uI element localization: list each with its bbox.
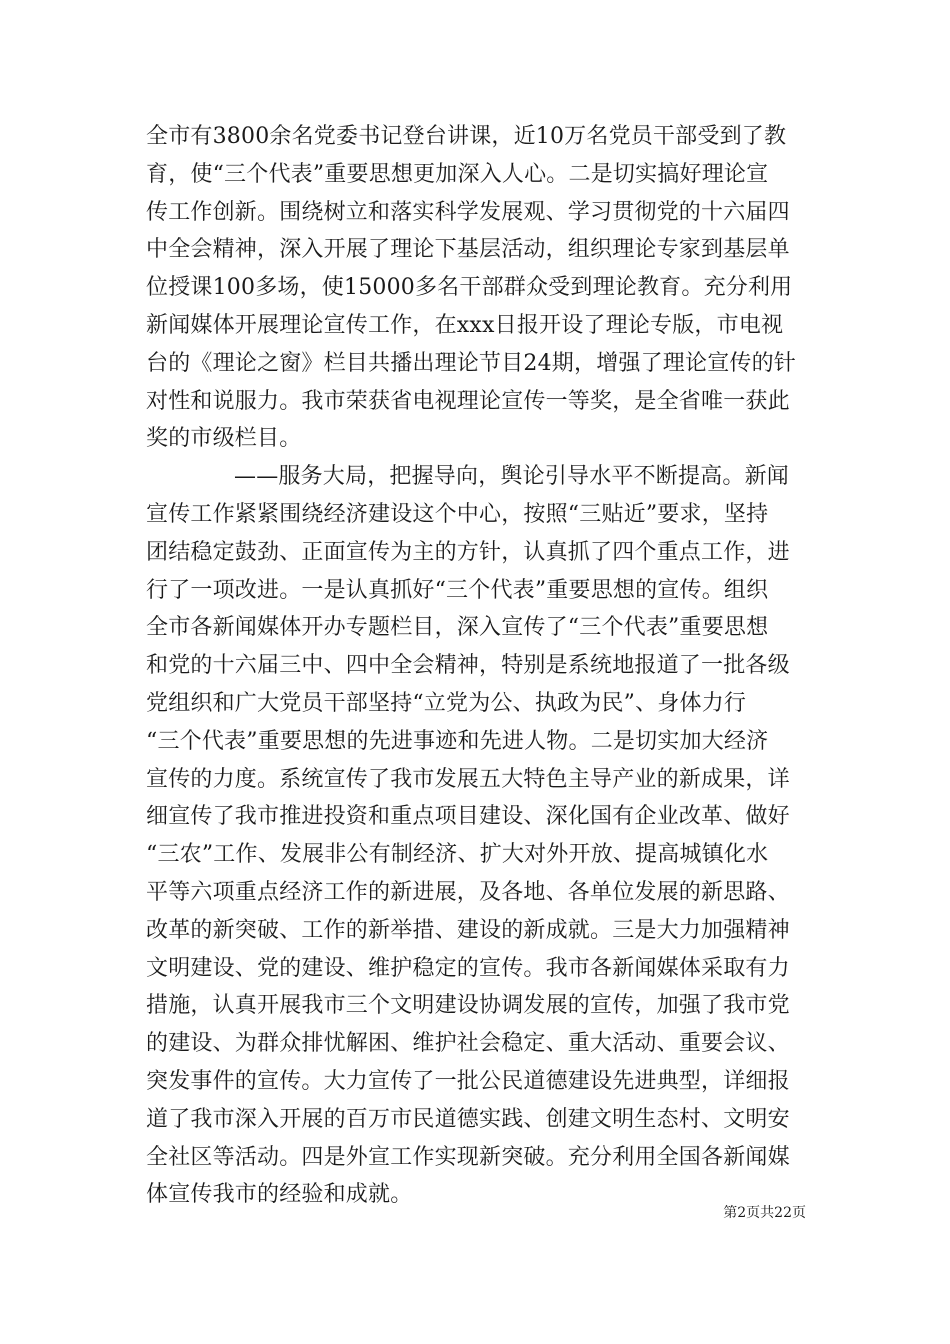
text-line: 党组织和广大党员干部坚持“立党为公、执政为民”、身体力行	[146, 690, 747, 716]
text-line: 宣传工作紧紧围绕经济建设这个中心，按照“三贴近”要求，坚持	[146, 501, 769, 527]
text-line: 对性和说服力。我市荣获省电视理论宣传一等奖，是全省唯一获此	[146, 388, 790, 414]
text-line: 新闻媒体开展理论宣传工作，在xxx日报开设了理论专版，市电视	[146, 312, 784, 338]
text-line: 细宣传了我市推进投资和重点项目建设、深化国有企业改革、做好	[146, 804, 790, 830]
text-line: 的建设、为群众排忧解困、维护社会稳定、重大活动、重要会议、	[146, 1031, 790, 1057]
text-line: 文明建设、党的建设、维护稳定的宣传。我市各新闻媒体采取有力	[146, 955, 790, 981]
text-line: 台的《理论之窗》栏目共播出理论节目24期，增强了理论宣传的针	[146, 350, 796, 376]
text-line: 中全会精神，深入开展了理论下基层活动，组织理论专家到基层单	[146, 237, 790, 263]
text-line: 团结稳定鼓劲、正面宣传为主的方针，认真抓了四个重点工作，进	[146, 539, 790, 565]
text-line: 平等六项重点经济工作的新进展，及各地、各单位发展的新思路、	[146, 879, 790, 905]
page-number: 第2页共22页	[723, 1205, 806, 1221]
text-line: 传工作创新。围绕树立和落实科学发展观、学习贯彻党的十六届四	[146, 199, 790, 225]
text-line: 体宣传我市的经验和成就。	[146, 1182, 413, 1208]
text-line: 位授课100多场，使15000多名干部群众受到理论教育。充分利用	[146, 275, 793, 301]
text-line: 全社区等活动。四是外宣工作实现新突破。充分利用全国各新闻媒	[146, 1144, 790, 1170]
text-line: 奖的市级栏目。	[146, 426, 302, 452]
text-line: 突发事件的宣传。大力宣传了一批公民道德建设先进典型，详细报	[146, 1068, 790, 1094]
text-line: 措施，认真开展我市三个文明建设协调发展的宣传，加强了我市党	[146, 993, 790, 1019]
text-line: 全市有3800余名党委书记登台讲课，近10万名党员干部受到了教	[146, 124, 787, 149]
text-line: 全市各新闻媒体开办专题栏目，深入宣传了“三个代表”重要思想	[146, 615, 769, 641]
text-line: 育，使“三个代表”重要思想更加深入人心。二是切实搞好理论宣	[146, 161, 769, 187]
body-text	[146, 118, 806, 1214]
text-line: 宣传的力度。系统宣传了我市发展五大特色主导产业的新成果，详	[146, 766, 790, 792]
text-line: ——服务大局，把握导向，舆论引导水平不断提高。新闻	[234, 464, 790, 490]
text-line: 行了一项改进。一是认真抓好“三个代表”重要思想的宣传。组织	[146, 577, 769, 603]
text-line: “三农”工作、发展非公有制经济、扩大对外开放、提高城镇化水	[146, 842, 769, 868]
text-line: 道了我市深入开展的百万市民道德实践、创建文明生态村、文明安	[146, 1106, 790, 1132]
text-line: 和党的十六届三中、四中全会精神，特别是系统地报道了一批各级	[146, 653, 790, 679]
text-line: 改革的新突破、工作的新举措、建设的新成就。三是大力加强精神	[146, 917, 790, 943]
text-line: “三个代表”重要思想的先进事迹和先进人物。二是切实加大经济	[146, 728, 769, 754]
